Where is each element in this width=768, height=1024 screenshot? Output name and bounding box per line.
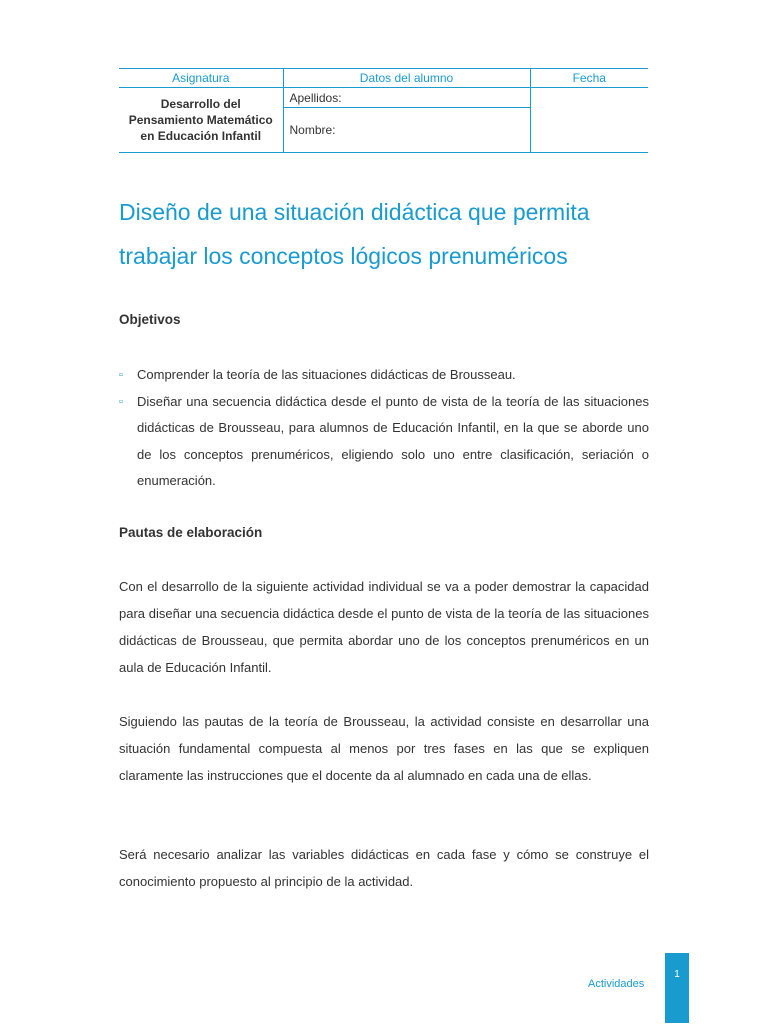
col-header-date: Fecha [530, 69, 648, 88]
col-header-subject: Asignatura [119, 69, 283, 88]
list-item [119, 362, 649, 389]
guidelines-heading: Pautas de elaboración [119, 525, 263, 540]
page-number-tab [665, 953, 689, 1023]
subject-cell: Desarrollo del Pensamiento Matemático en Educación Infantil [119, 88, 283, 153]
guidelines-paragraph: Será necesario analizar las variables didácticas en cada fase y cómo se construye el conocimiento propuesto al principio de la actividad. [119, 847, 649, 889]
col-header-student: Datos del alumno [283, 69, 530, 88]
surname-field[interactable]: Apellidos: [283, 88, 530, 108]
guidelines-paragraph: Con el desarrollo de la siguiente actividad individual se va a poder demostrar la capacidad para diseñar una secuencia didáctica desde el punto de vista de la teoría de las situaciones didácticas de Brousseau, que permita abordar uno de los conceptos prenuméricos en un aula de Educación Infantil. [119, 579, 649, 675]
square-bullet-icon: ▫ [119, 395, 123, 408]
objectives-list [119, 362, 649, 495]
guidelines-paragraph: Siguiendo las pautas de la teoría de Brousseau, la actividad consiste en desarrollar una situación fundamental compuesta al menos por tres fases en las que se expliquen claramente las instrucciones que el docente da al alumnado en cada una de ellas. [119, 714, 649, 783]
list-item [119, 389, 649, 495]
list-item-text: Comprender la teoría de las situaciones didácticas de Brousseau. [137, 367, 516, 382]
date-field[interactable] [530, 88, 648, 153]
square-bullet-icon: ▫ [119, 369, 123, 381]
document-title: Diseño de una situación didáctica que permita trabajar los conceptos lógicos prenuméricos [119, 199, 590, 269]
footer-label: Actividades [588, 978, 645, 990]
name-field[interactable]: Nombre: [283, 108, 530, 153]
student-info-table [119, 68, 648, 153]
list-item-text: Diseñar una secuencia didáctica desde el punto de vista de la teoría de las situaciones didácticas de Brousseau, para alumnos de Educación Infantil, en la que se aborde uno de los conceptos prenuméricos, eligiendo solo uno entre clasificación, seriación o enumeración. [137, 393, 649, 488]
objectives-heading: Objetivos [119, 312, 181, 327]
page-number: 1 [674, 969, 680, 980]
